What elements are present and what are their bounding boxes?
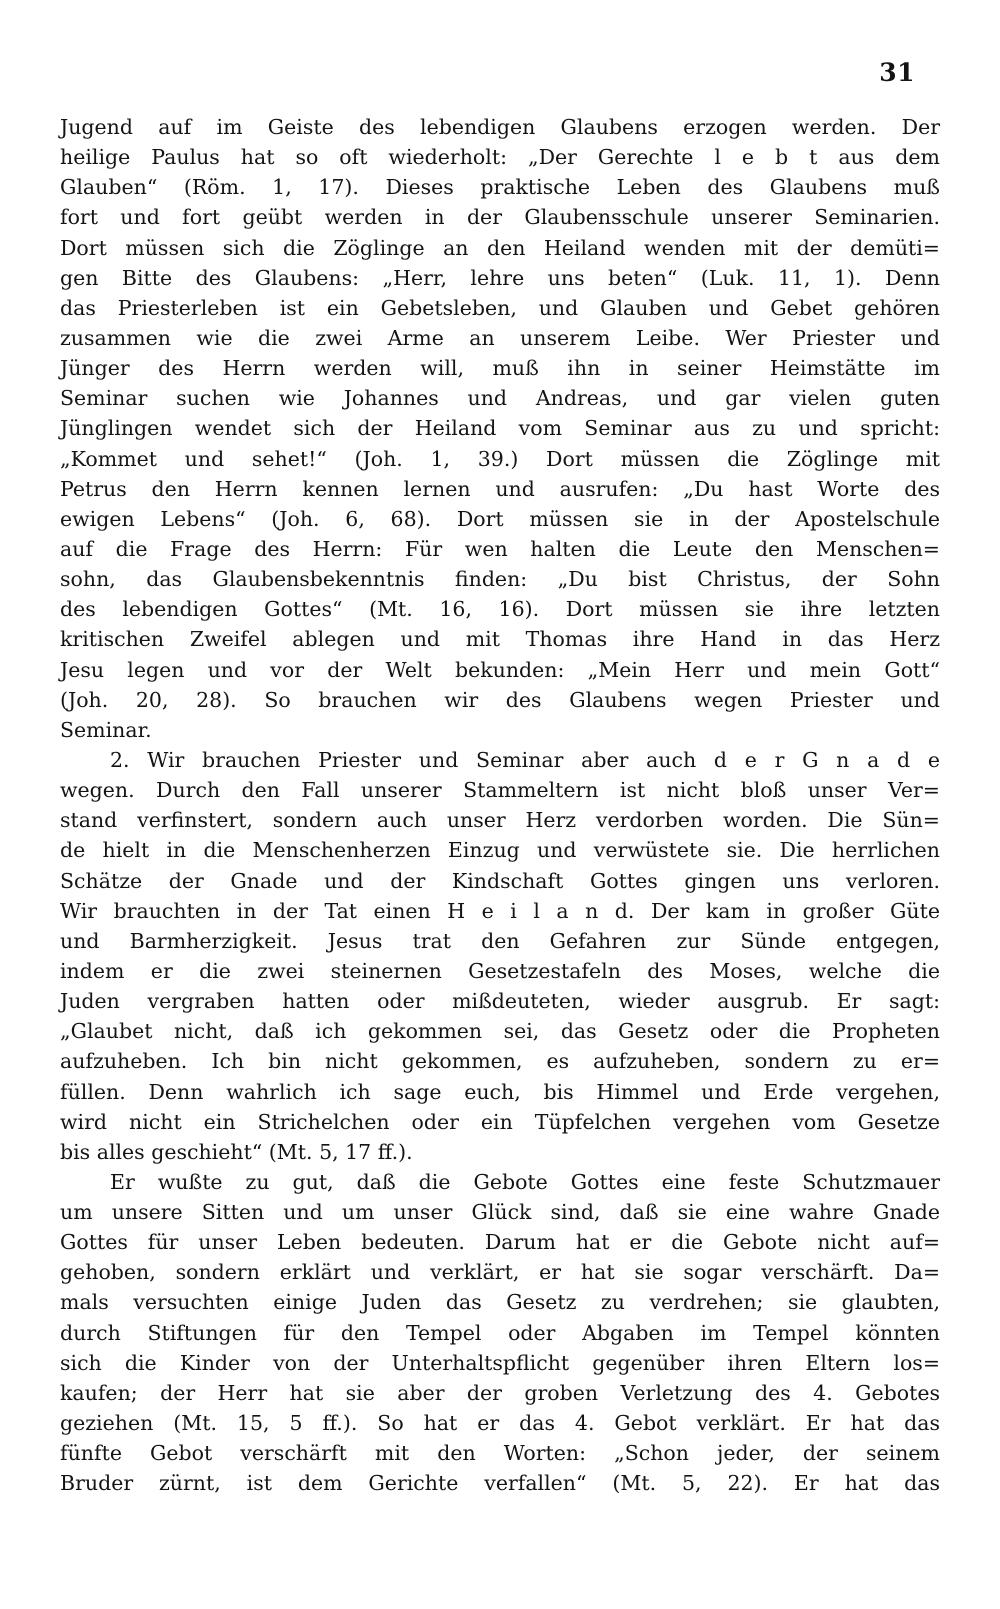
- body-text: [60, 112, 940, 1498]
- text-line: wegen. Durch den Fall unserer Stammeltern ist nicht bloß unser Ver=: [60, 778, 940, 803]
- text-line: indem er die zwei steinernen Gesetzestafeln des Moses, welche die: [60, 958, 940, 983]
- text-line: ewigen Lebens“ (Joh. 6, 68). Dort müssen sie in der Apostelschule: [60, 506, 940, 531]
- text-line: Wir brauchten in der Tat einen H e i l a n d. Der kam in großer Güte: [60, 898, 940, 923]
- text-line: gehoben, sondern erklärt und verklärt, er hat sie sogar verschärft. Da=: [60, 1260, 940, 1285]
- text-line: kritischen Zweifel ablegen und mit Thomas ihre Hand in das Herz: [60, 627, 940, 652]
- text-line: 2. Wir brauchen Priester und Seminar aber auch d e r G n a d e: [110, 747, 940, 772]
- text-line: Jugend auf im Geiste des lebendigen Glaubens erzogen werden. Der: [60, 115, 940, 139]
- text-line: zusammen wie die zwei Arme an unserem Leibe. Wer Priester und: [60, 325, 940, 350]
- text-line: Seminar.: [60, 717, 152, 742]
- text-line: wird nicht ein Strichelchen oder ein Tüpfelchen vergehen vom Gesetze: [60, 1109, 940, 1134]
- text-line: Petrus den Herrn kennen lernen und ausrufen: „Du hast Worte des: [60, 476, 940, 501]
- text-line: „Kommet und sehet!“ (Joh. 1, 39.) Dort müssen die Zöglinge mit: [60, 446, 940, 471]
- text-line: geziehen (Mt. 15, 5 ff.). So hat er das 4. Gebot verklärt. Er hat das: [60, 1411, 940, 1436]
- text-line: Dort müssen sich die Zöglinge an den Heiland wenden mit der demüti=: [60, 235, 940, 260]
- text-line: Er wußte zu gut, daß die Gebote Gottes eine feste Schutzmauer: [110, 1169, 940, 1194]
- text-line: des lebendigen Gottes“ (Mt. 16, 16). Dort müssen sie ihre letzten: [60, 597, 940, 622]
- text-line: aufzuheben. Ich bin nicht gekommen, es aufzuheben, sondern zu er=: [60, 1049, 940, 1074]
- text-line: „Glaubet nicht, daß ich gekommen sei, das Gesetz oder die Propheten: [60, 1019, 940, 1044]
- text-line: um unsere Sitten und um unser Glück sind, daß sie eine wahre Gnade: [60, 1200, 940, 1225]
- text-line: auf die Frage des Herrn: Für wen halten die Leute den Menschen=: [60, 536, 940, 561]
- text-line: durch Stiftungen für den Tempel oder Abgaben im Tempel könnten: [60, 1320, 940, 1345]
- text-line: Gottes für unser Leben bedeuten. Darum hat er die Gebote nicht auf=: [60, 1230, 940, 1255]
- text-line: und Barmherzigkeit. Jesus trat den Gefahren zur Sünde entgegen,: [60, 928, 940, 953]
- text-line: sich die Kinder von der Unterhaltspflicht gegenüber ihren Eltern los=: [60, 1350, 940, 1375]
- text-line: füllen. Denn wahrlich ich sage euch, bis Himmel und Erde vergehen,: [60, 1079, 940, 1104]
- text-line: Jünglingen wendet sich der Heiland vom Seminar aus zu und spricht:: [60, 416, 940, 441]
- text-line: das Priesterleben ist ein Gebetsleben, und Glauben und Gebet gehören: [60, 295, 940, 320]
- text-line: Glauben“ (Röm. 1, 17). Dieses praktische Leben des Glaubens muß: [60, 175, 940, 200]
- paragraph: [60, 112, 940, 745]
- text-line: kaufen; der Herr hat sie aber der groben Verletzung des 4. Gebotes: [60, 1380, 940, 1405]
- text-line: bis alles geschieht“ (Mt. 5, 17 ff.).: [60, 1139, 413, 1164]
- text-line: Schätze der Gnade und der Kindschaft Gottes gingen uns verloren.: [60, 868, 940, 893]
- text-line: Bruder zürnt, ist dem Gerichte verfallen“ (Mt. 5, 22). Er hat das: [60, 1471, 940, 1496]
- text-line: stand verfinstert, sondern auch unser Herz verdorben worden. Die Sün=: [60, 808, 940, 833]
- text-line: mals versuchten einige Juden das Gesetz zu verdrehen; sie glaubten,: [60, 1290, 940, 1315]
- paragraph: [60, 1167, 940, 1499]
- text-line: sohn, das Glaubensbekenntnis finden: „Du bist Christus, der Sohn: [60, 567, 940, 592]
- text-line: Seminar suchen wie Johannes und Andreas, und gar vielen guten: [60, 386, 940, 411]
- text-line: Jesu legen und vor der Welt bekunden: „Mein Herr und mein Gott“: [60, 657, 940, 682]
- text-line: gen Bitte des Glaubens: „Herr, lehre uns beten“ (Luk. 11, 1). Denn: [60, 265, 940, 290]
- text-line: Jünger des Herrn werden will, muß ihn in seiner Heimstätte im: [60, 356, 940, 381]
- text-line: fünfte Gebot verschärft mit den Worten: „Schon jeder, der seinem: [60, 1441, 940, 1466]
- text-line: heilige Paulus hat so oft wiederholt: „Der Gerechte l e b t aus dem: [60, 145, 940, 170]
- paragraph: [60, 745, 940, 1167]
- text-line: fort und fort geübt werden in der Glaubensschule unserer Seminarien.: [60, 205, 940, 230]
- text-line: (Joh. 20, 28). So brauchen wir des Glaubens wegen Priester und: [60, 687, 940, 712]
- page-number: 31: [879, 58, 915, 87]
- text-line: Juden vergraben hatten oder mißdeuteten, wieder ausgrub. Er sagt:: [60, 989, 940, 1014]
- text-line: de hielt in die Menschenherzen Einzug und verwüstete sie. Die herrlichen: [60, 838, 940, 863]
